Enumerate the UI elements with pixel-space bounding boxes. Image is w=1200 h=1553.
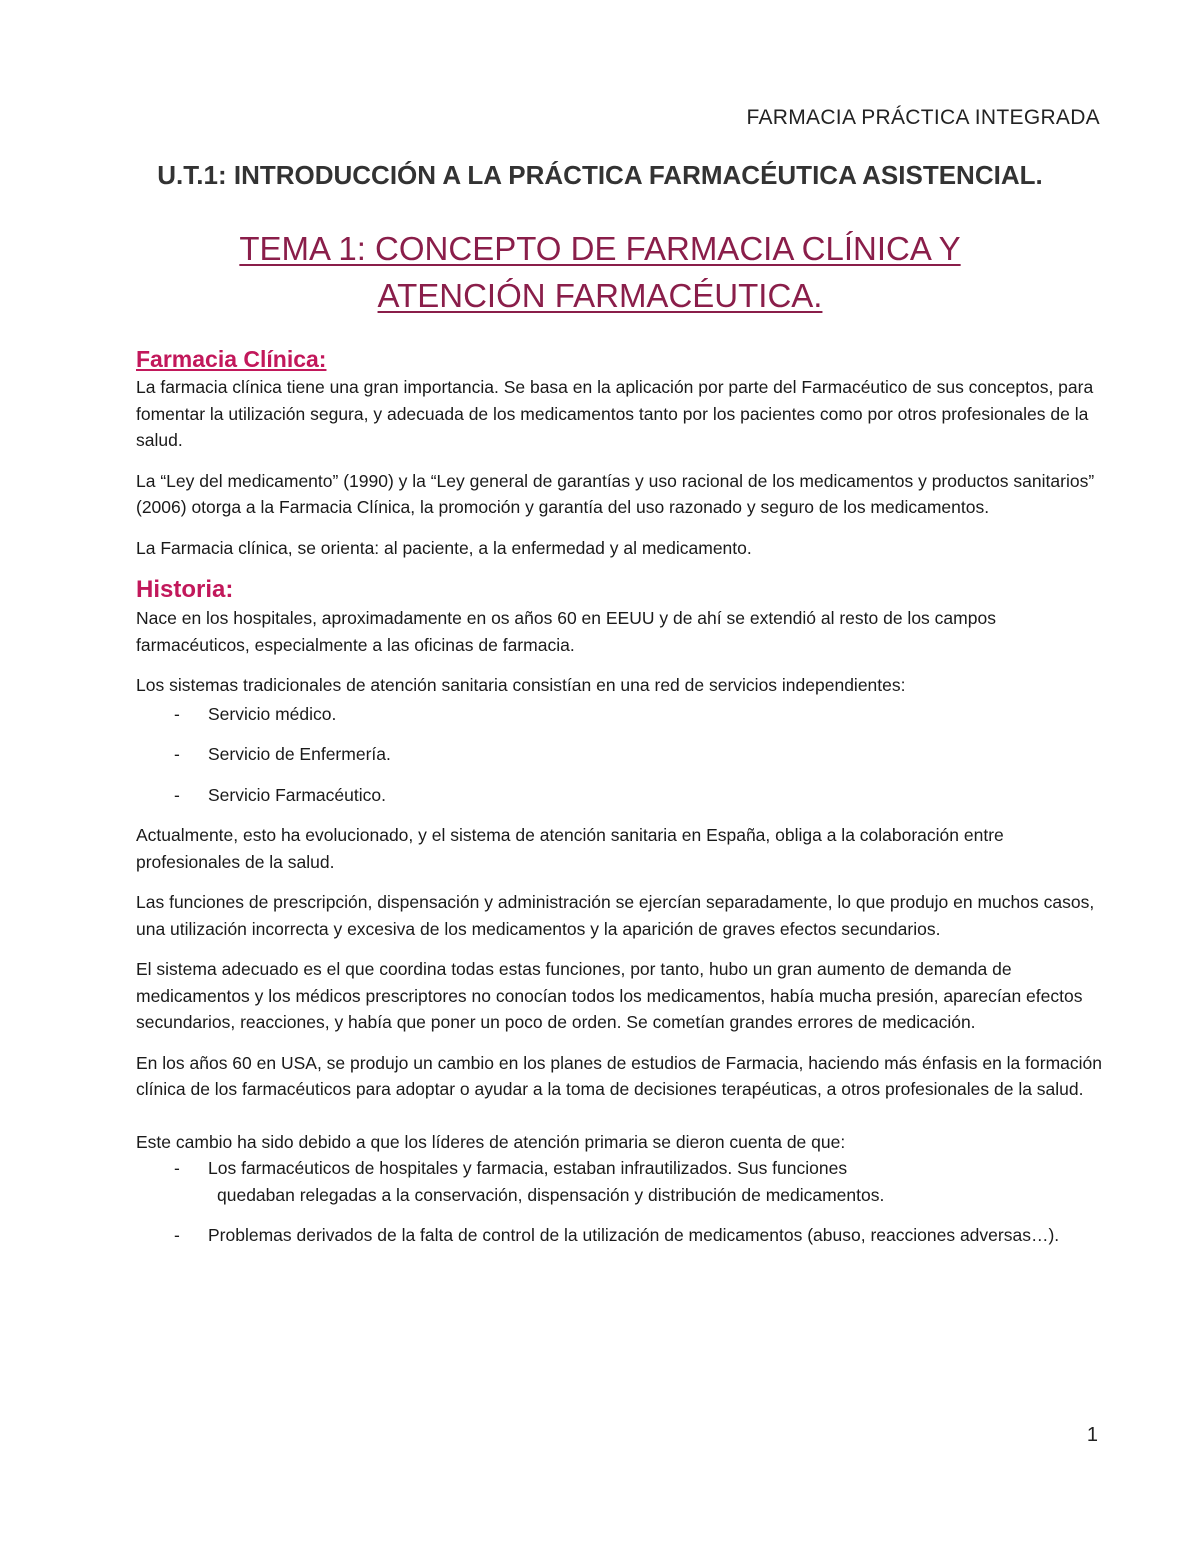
list-item: - Servicio médico.	[136, 701, 1108, 728]
list-dash: -	[174, 1158, 180, 1178]
list-item: - Los farmacéuticos de hospitales y farmacia, estaban infrautilizados. Sus funciones quedaban relegadas a la conservación, dispensación y distribución de medicamentos.	[136, 1155, 1108, 1208]
paragraph: La Farmacia clínica, se orienta: al paciente, a la enfermedad y al medicamento.	[136, 537, 752, 558]
unit-title: U.T.1: INTRODUCCIÓN A LA PRÁCTICA FARMACÉUTICA ASISTENCIAL.	[157, 160, 1043, 190]
tema-title	[0, 225, 1200, 319]
list-item: - Problemas derivados de la falta de control de la utilización de medicamentos (abuso, reacciones adversas…).	[136, 1222, 1108, 1249]
list-item: - Servicio Farmacéutico.	[136, 782, 1108, 809]
paragraph: Las funciones de prescripción, dispensación y administración se ejercían separadamente, lo que produjo en muchos casos, una utilización incorrecta y excesiva de los medicamentos y la aparición de graves efectos secundarios.	[136, 892, 1095, 939]
list-dash: -	[174, 703, 180, 724]
running-header: FARMACIA PRÁCTICA INTEGRADA	[746, 106, 1100, 129]
paragraph: Los sistemas tradicionales de atención sanitaria consistían en una red de servicios independientes:	[136, 675, 906, 695]
reasons-list	[136, 1155, 1108, 1249]
paragraph: El sistema adecuado es el que coordina todas estas funciones, por tanto, hubo un gran aumento de demanda de medicamentos y los médicos prescriptores no conocían todos los medicamentos, había mucha presión, aparecían efectos secundarios, reacciones, y había que poner un poco de orden. Se cometían grandes errores de medicación.	[136, 959, 1083, 1032]
paragraph: Nace en los hospitales, aproximadamente en os años 60 en EEUU y de ahí se extendió al resto de los campos farmacéuticos, especialmente a las oficinas de farmacia.	[136, 608, 996, 655]
tema-title-line1: TEMA 1: CONCEPTO DE FARMACIA CLÍNICA Y	[239, 230, 961, 267]
list-dash: -	[174, 1225, 180, 1245]
page-number: 1	[1086, 1424, 1098, 1446]
list-item: - Servicio de Enfermería.	[136, 741, 1108, 768]
paragraph: Este cambio ha sido debido a que los líderes de atención primaria se dieron cuenta de que:	[136, 1131, 846, 1152]
section-heading-farmacia-clinica: Farmacia Clínica:	[136, 346, 327, 372]
tema-title-line2: ATENCIÓN FARMACÉUTICA.	[377, 277, 823, 314]
section-heading-historia: Historia:	[136, 576, 234, 603]
paragraph: En los años 60 en USA, se produjo un cambio en los planes de estudios de Farmacia, haciendo más énfasis en la formación clínica de los farmacéuticos para adoptar o ayudar a la toma de decisiones terapéuticas, a otros profesionales de la salud.	[136, 1052, 1102, 1099]
list-dash: -	[174, 784, 180, 805]
paragraph: Actualmente, esto ha evolucionado, y el sistema de atención sanitaria en España, obliga a la colaboración entre profesionales de la salud.	[136, 825, 1004, 872]
document-body	[136, 344, 1108, 1263]
list-dash: -	[174, 744, 180, 764]
paragraph: La “Ley del medicamento” (1990) y la “Ley general de garantías y uso racional de los medicamentos y productos sanitarios” (2006) otorga a la Farmacia Clínica, la promoción y garantía del uso razonado y seguro de los medicamentos.	[136, 470, 1095, 517]
paragraph: La farmacia clínica tiene una gran importancia. Se basa en la aplicación por parte del Farmacéutico de sus conceptos, para fomentar la utilización segura, y adecuada de los medicamentos tanto por los pacientes como por otros profesionales de la salud.	[136, 377, 1094, 450]
services-list	[136, 701, 1108, 809]
